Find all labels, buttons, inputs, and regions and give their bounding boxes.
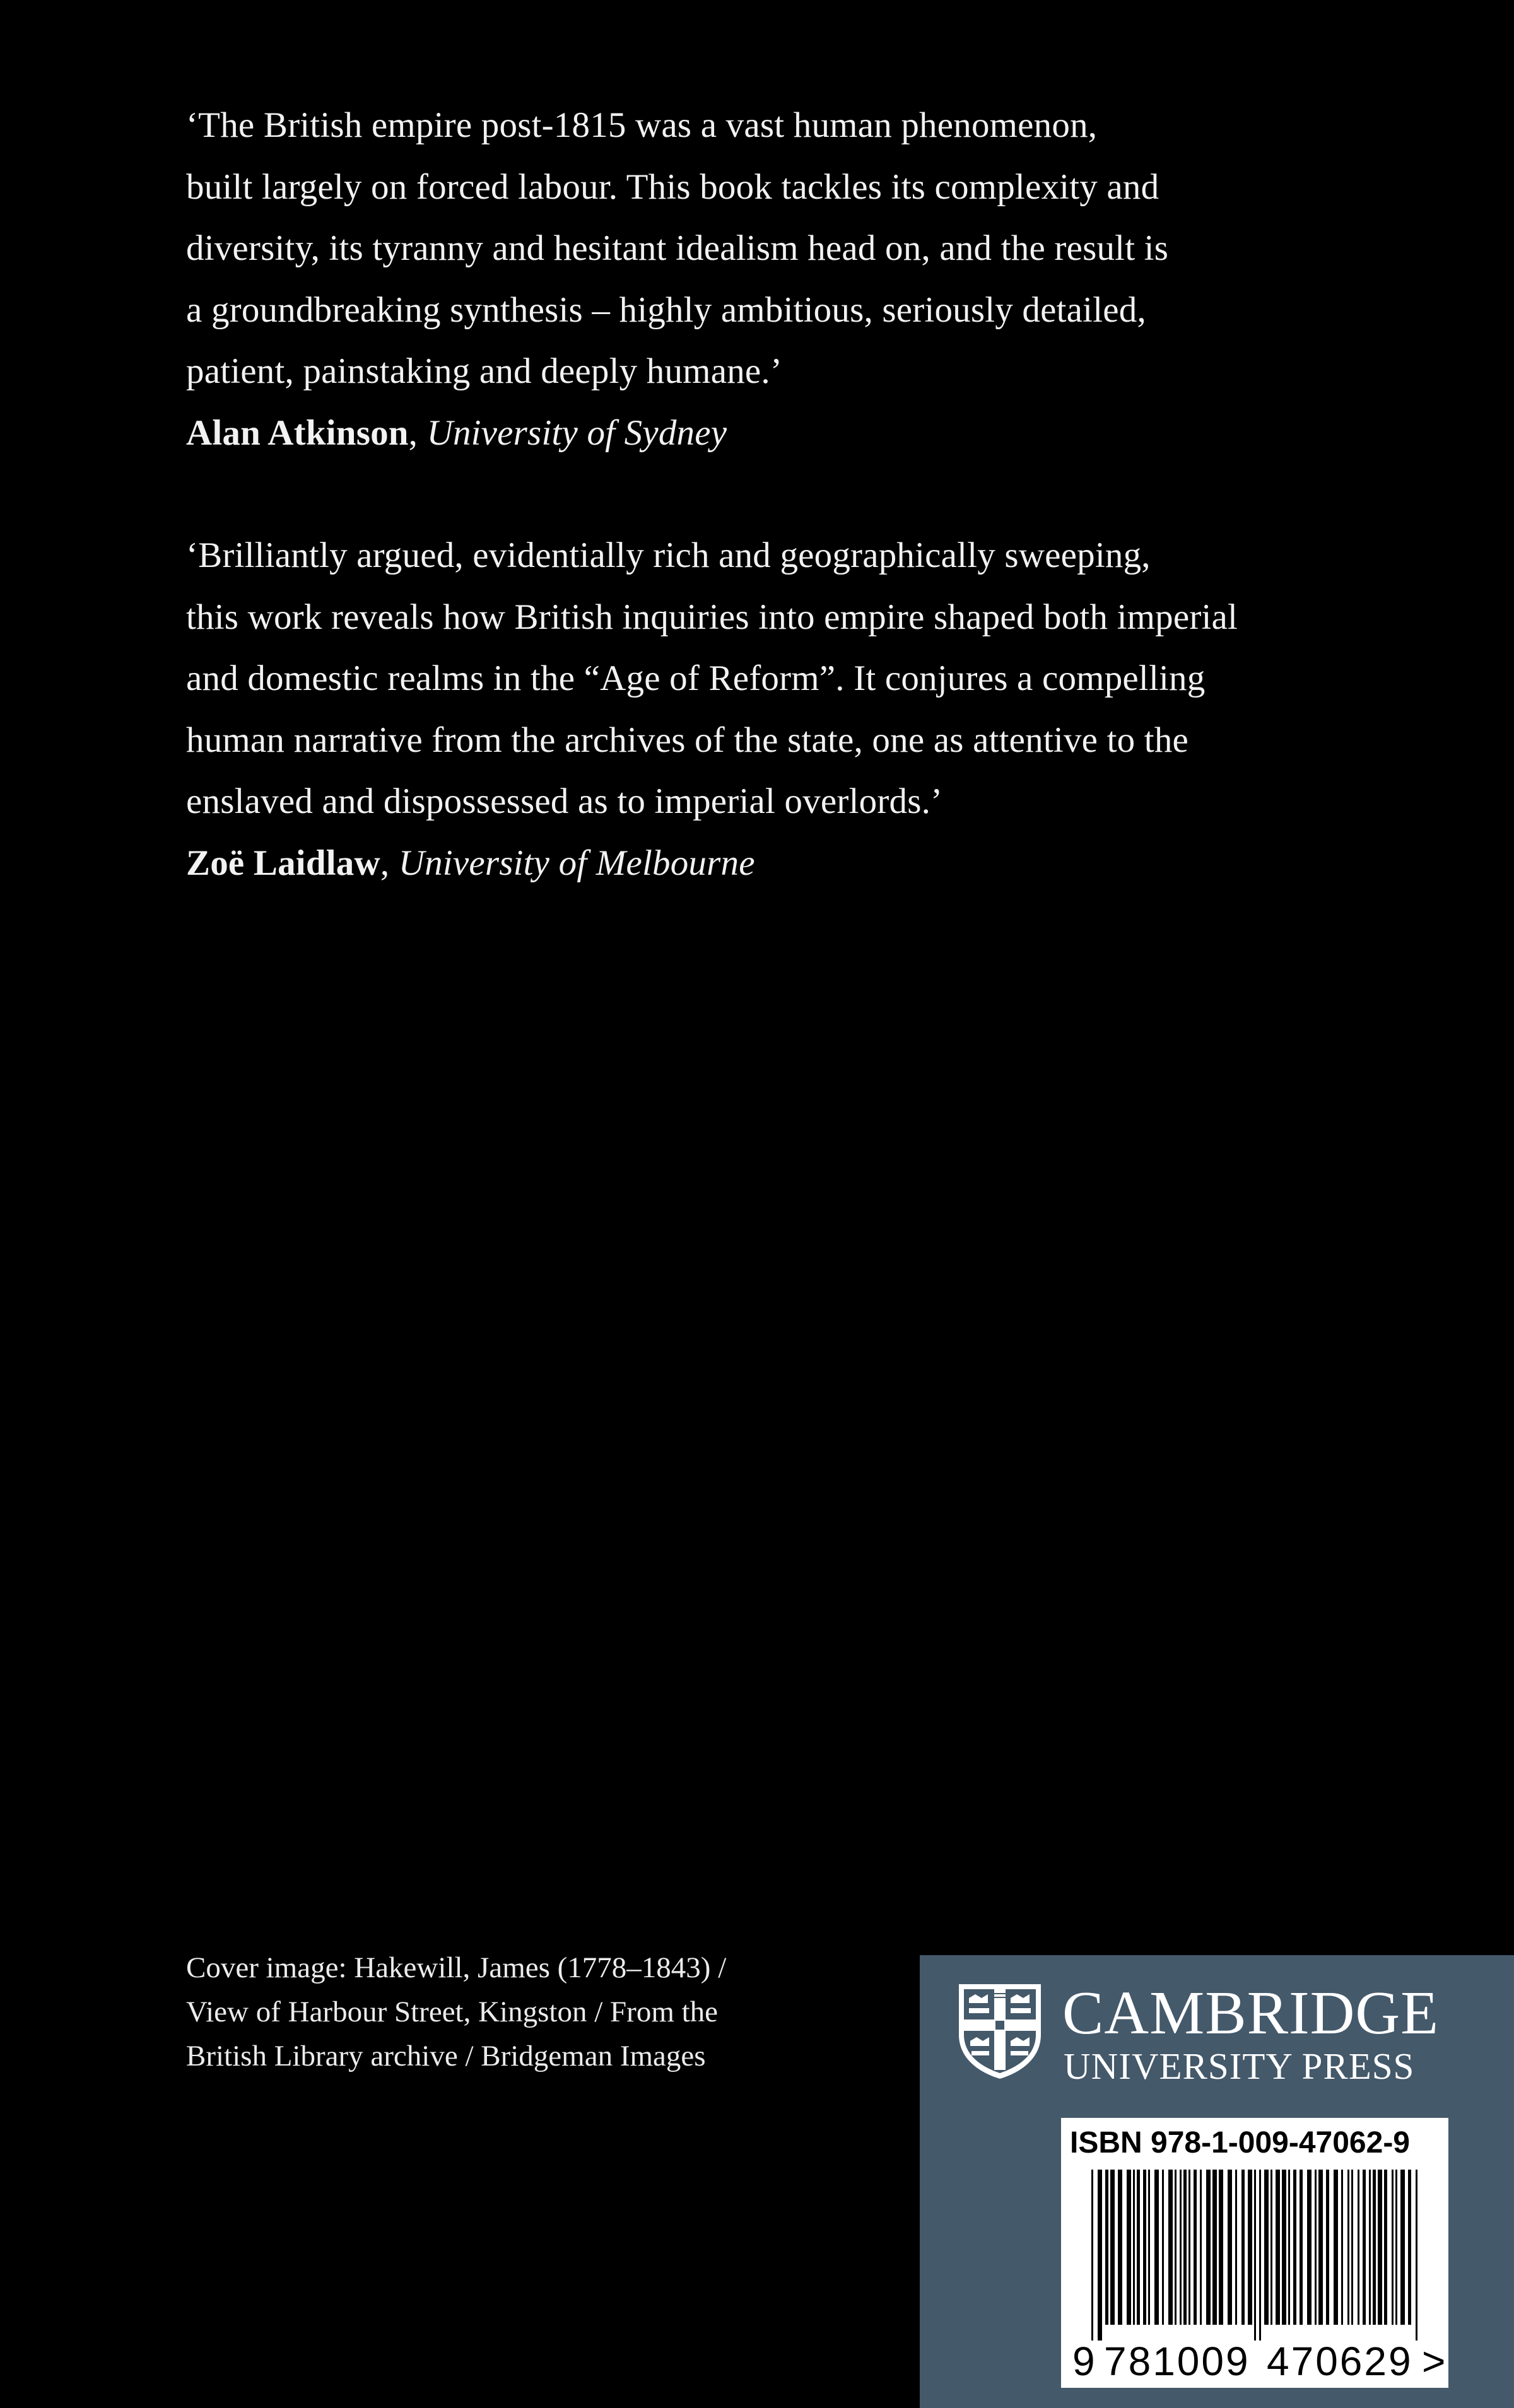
quote-attribution — [186, 402, 1372, 464]
barcode-bar — [1351, 2170, 1353, 2325]
barcode-bar — [1318, 2170, 1323, 2325]
barcode-bar — [1378, 2170, 1382, 2325]
barcode-bar — [1118, 2170, 1122, 2325]
barcode-digits: 781009 — [1104, 2339, 1250, 2384]
quote-line: and domestic realms in the “Age of Reform”. It conjures a compelling — [186, 658, 1206, 698]
barcode-bar — [1254, 2170, 1256, 2341]
quote-line: human narrative from the archives of the state, one as attentive to the — [186, 720, 1189, 760]
barcode-bar — [1347, 2170, 1349, 2325]
barcode-digits: 9 — [1072, 2339, 1097, 2384]
barcode-bar — [1259, 2170, 1261, 2341]
attribution-separator: , — [380, 843, 399, 883]
reviewer-affiliation: University of Sydney — [426, 412, 727, 453]
barcode-bar — [1334, 2170, 1338, 2325]
barcode-bar — [1276, 2170, 1280, 2325]
credit-line: British Library archive / Bridgeman Images — [186, 2040, 706, 2072]
barcode-bar — [1110, 2170, 1115, 2325]
university-crest-icon — [955, 1980, 1045, 2081]
barcode-bar — [1307, 2170, 1312, 2325]
barcode-bar — [1241, 2170, 1245, 2325]
quote-line: ‘The British empire post-1815 was a vast human phenomenon, — [186, 105, 1098, 145]
barcode-bar — [1098, 2170, 1102, 2341]
barcode-bar — [1300, 2170, 1303, 2325]
attribution-separator: , — [408, 412, 427, 453]
isbn-barcode — [1061, 2118, 1448, 2388]
barcode-bar — [1133, 2170, 1135, 2325]
quote-line: patient, painstaking and deeply humane.’ — [186, 351, 783, 391]
quote-line: built largely on forced labour. This book tackles its complexity and — [186, 167, 1159, 207]
barcode-bar — [1392, 2170, 1394, 2325]
review-quote-1 — [186, 95, 1372, 464]
publisher-name: CAMBRIDGE — [1062, 1979, 1440, 2047]
barcode-bar — [1143, 2170, 1146, 2325]
review-quote-2 — [186, 525, 1372, 894]
barcode-bar — [1206, 2170, 1211, 2325]
credit-line: Cover image: Hakewill, James (1778–1843) / — [186, 1951, 727, 1984]
barcode-bar — [1315, 2170, 1317, 2325]
barcode-bar — [1091, 2170, 1093, 2341]
barcode-bar — [1105, 2170, 1108, 2325]
barcode-bar — [1162, 2170, 1164, 2325]
quote-line: diversity, its tyranny and hesitant idealism head on, and the result is — [186, 228, 1169, 268]
barcode-bar — [1341, 2170, 1343, 2325]
barcode-bar — [1288, 2170, 1290, 2325]
barcode-bar — [1212, 2170, 1217, 2325]
quote-line: a groundbreaking synthesis – highly ambitious, seriously detailed, — [186, 289, 1146, 330]
reviewer-name: Zoë Laidlaw — [186, 843, 380, 883]
publisher-subname: UNIVERSITY PRESS — [1064, 2045, 1415, 2087]
barcode-quiet-mark: > — [1422, 2339, 1446, 2384]
barcode-bar — [1363, 2170, 1366, 2325]
barcode-bar — [1219, 2170, 1223, 2325]
reviewer-name: Alan Atkinson — [186, 412, 409, 453]
barcode-bar — [1248, 2170, 1252, 2325]
barcode-bar — [1175, 2170, 1177, 2325]
barcode-bar — [1270, 2170, 1272, 2325]
credit-line: View of Harbour Street, Kingston / From the — [186, 1996, 719, 2028]
quote-attribution — [186, 833, 1372, 894]
barcode-bar — [1395, 2170, 1397, 2325]
barcode-digits: 470629 — [1267, 2339, 1413, 2384]
barcode-bar — [1137, 2170, 1140, 2325]
quote-line: ‘Brilliantly argued, evidentially rich and geographically sweeping, — [186, 535, 1151, 575]
barcode-bar — [1282, 2170, 1286, 2325]
barcode-bar — [1183, 2170, 1187, 2325]
barcode-bar — [1326, 2170, 1329, 2325]
barcode-bar — [1180, 2170, 1182, 2325]
publisher-panel — [920, 1955, 1514, 2408]
barcode-bar — [1127, 2170, 1131, 2325]
isbn-label: ISBN 978-1-009-47062-9 — [1070, 2126, 1410, 2160]
barcode-graphic — [1061, 2167, 1448, 2388]
barcode-bar — [1373, 2170, 1376, 2325]
barcode-bar — [1154, 2170, 1159, 2325]
barcode-bar — [1235, 2170, 1237, 2325]
quote-line: this work reveals how British inquiries into empire shaped both imperial — [186, 597, 1238, 637]
barcode-bar — [1416, 2170, 1417, 2341]
barcode-bar — [1369, 2170, 1371, 2325]
quote-line: enslaved and dispossessed as to imperial overlords.’ — [186, 781, 943, 821]
barcode-bar — [1188, 2170, 1190, 2325]
barcode-bar — [1148, 2170, 1150, 2325]
barcode-bar — [1264, 2170, 1269, 2325]
barcode-bar — [1168, 2170, 1173, 2325]
reviewer-affiliation: University of Melbourne — [398, 843, 755, 883]
barcode-bar — [1400, 2170, 1405, 2325]
cover-image-credit — [186, 1946, 726, 2078]
barcode-bar — [1293, 2170, 1296, 2325]
barcode-bar — [1228, 2170, 1232, 2325]
barcode-bar — [1408, 2170, 1411, 2325]
barcode-bar — [1194, 2170, 1197, 2325]
barcode-bar — [1358, 2170, 1359, 2325]
barcode-bar — [1200, 2170, 1202, 2325]
barcode-bar — [1384, 2170, 1387, 2325]
